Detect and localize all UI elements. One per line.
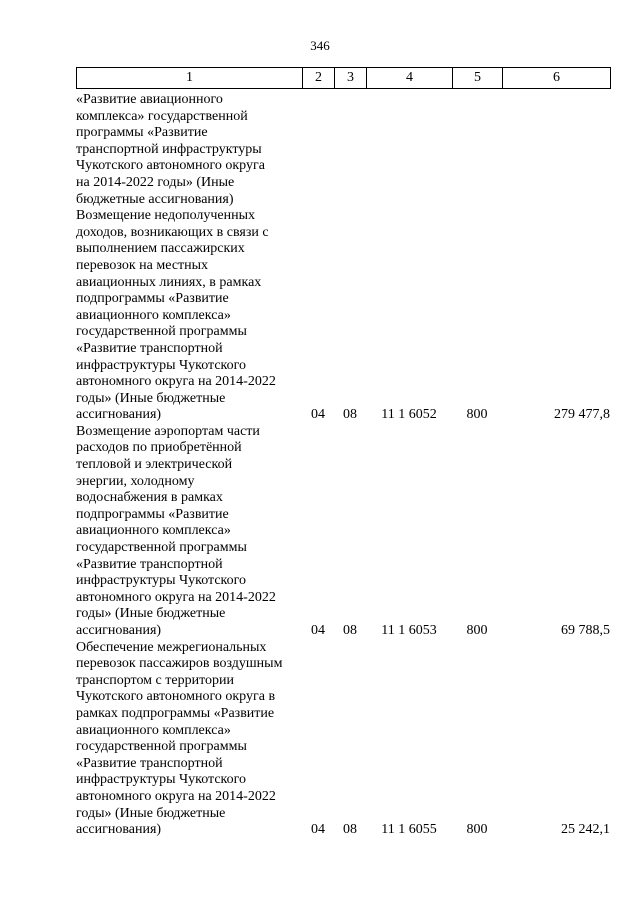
table-body xyxy=(76,92,612,839)
subsection-code: 08 xyxy=(343,822,357,838)
description-line: выполнением пассажирских xyxy=(76,241,245,257)
target-article-code: 11 1 6055 xyxy=(381,822,437,838)
header-col-6: 6 xyxy=(503,68,611,89)
table-row xyxy=(76,92,612,208)
description-line: Возмещение аэропортам части xyxy=(76,423,260,439)
header-col-5: 5 xyxy=(453,68,503,89)
description-line: автономного округа на 2014-2022 xyxy=(76,589,276,605)
row-description xyxy=(76,208,302,424)
header-col-3: 3 xyxy=(335,68,367,89)
description-line: ассигнования) xyxy=(76,623,162,638)
section-code: 04 xyxy=(311,822,325,838)
description-line: ассигнования) xyxy=(76,407,162,423)
description-line: подпрограммы «Развитие xyxy=(76,506,229,522)
header-col-1: 1 xyxy=(77,68,303,89)
description-line: авиационного комплекса» xyxy=(76,722,231,738)
description-line: «Развитие авиационного xyxy=(76,92,223,107)
description-line: бюджетные ассигнования) xyxy=(76,191,234,207)
description-line: авиационных линиях, в рамках xyxy=(76,274,262,290)
description-line: «Развитие транспортной xyxy=(76,755,223,771)
description-line: автономного округа на 2014-2022 xyxy=(76,374,276,390)
expense-type-code: 800 xyxy=(466,407,488,423)
description-line: инфраструктуры Чукотского xyxy=(76,772,247,788)
section-code: 04 xyxy=(311,407,325,423)
description-line: авиационного комплекса» xyxy=(76,307,231,323)
section-code: 04 xyxy=(311,623,325,638)
description-line: водоснабжения в рамках xyxy=(76,490,223,506)
description-line: перевозок на местных xyxy=(76,257,209,273)
description-line: рамках подпрограммы «Развитие xyxy=(76,705,275,721)
expense-type-code: 800 xyxy=(466,822,488,838)
description-line: перевозок пассажиров воздушным xyxy=(76,656,283,672)
table-header xyxy=(76,67,611,89)
row-description xyxy=(76,640,302,839)
target-article-code: 11 1 6053 xyxy=(381,623,437,638)
description-line: годы» (Иные бюджетные xyxy=(76,390,226,406)
header-col-4: 4 xyxy=(367,68,453,89)
amount: 25 242,1 xyxy=(561,822,610,838)
description-line: транспортной инфраструктуры xyxy=(76,141,262,157)
description-line: годы» (Иные бюджетные xyxy=(76,805,226,821)
target-article-code: 11 1 6052 xyxy=(381,407,437,423)
description-line: тепловой и электрической xyxy=(76,457,233,473)
table-row xyxy=(76,640,612,839)
description-line: годы» (Иные бюджетные xyxy=(76,606,226,622)
description-line: «Развитие транспортной xyxy=(76,556,223,572)
description-line: авиационного комплекса» xyxy=(76,523,231,539)
description-line: подпрограммы «Развитие xyxy=(76,291,229,307)
description-line: Чукотского автономного округа в xyxy=(76,689,276,705)
description-line: Обеспечение межрегиональных xyxy=(76,639,267,655)
description-line: расходов по приобретённой xyxy=(76,440,242,456)
row-description xyxy=(76,424,302,640)
description-line: «Развитие транспортной xyxy=(76,340,223,356)
description-line: инфраструктуры Чукотского xyxy=(76,357,247,373)
description-line: государственной программы xyxy=(76,540,247,556)
description-line: на 2014-2022 годы» (Иные xyxy=(76,174,235,190)
description-line: ассигнования) xyxy=(76,822,162,838)
description-line: государственной программы xyxy=(76,739,247,755)
amount: 279 477,8 xyxy=(554,407,610,423)
description-line: Возмещение недополученных xyxy=(76,208,256,224)
expense-type-code: 800 xyxy=(466,623,488,638)
description-line: автономного округа на 2014-2022 xyxy=(76,788,276,804)
table-row xyxy=(76,208,612,424)
description-line: инфраструктуры Чукотского xyxy=(76,573,247,589)
subsection-code: 08 xyxy=(343,407,357,423)
description-line: доходов, возникающих в связи с xyxy=(76,224,269,240)
description-line: Чукотского автономного округа xyxy=(76,158,265,174)
header-col-2: 2 xyxy=(303,68,335,89)
description-line: транспортом с территории xyxy=(76,672,234,688)
subsection-code: 08 xyxy=(343,623,357,638)
description-line: государственной программы xyxy=(76,324,247,340)
description-line: энергии, холодному xyxy=(76,473,195,489)
row-description xyxy=(76,92,302,208)
page-number: 346 xyxy=(310,38,330,53)
amount: 69 788,5 xyxy=(561,623,610,638)
table-row xyxy=(76,424,612,640)
description-line: комплекса» государственной xyxy=(76,108,248,124)
description-line: программы «Развитие xyxy=(76,125,208,141)
